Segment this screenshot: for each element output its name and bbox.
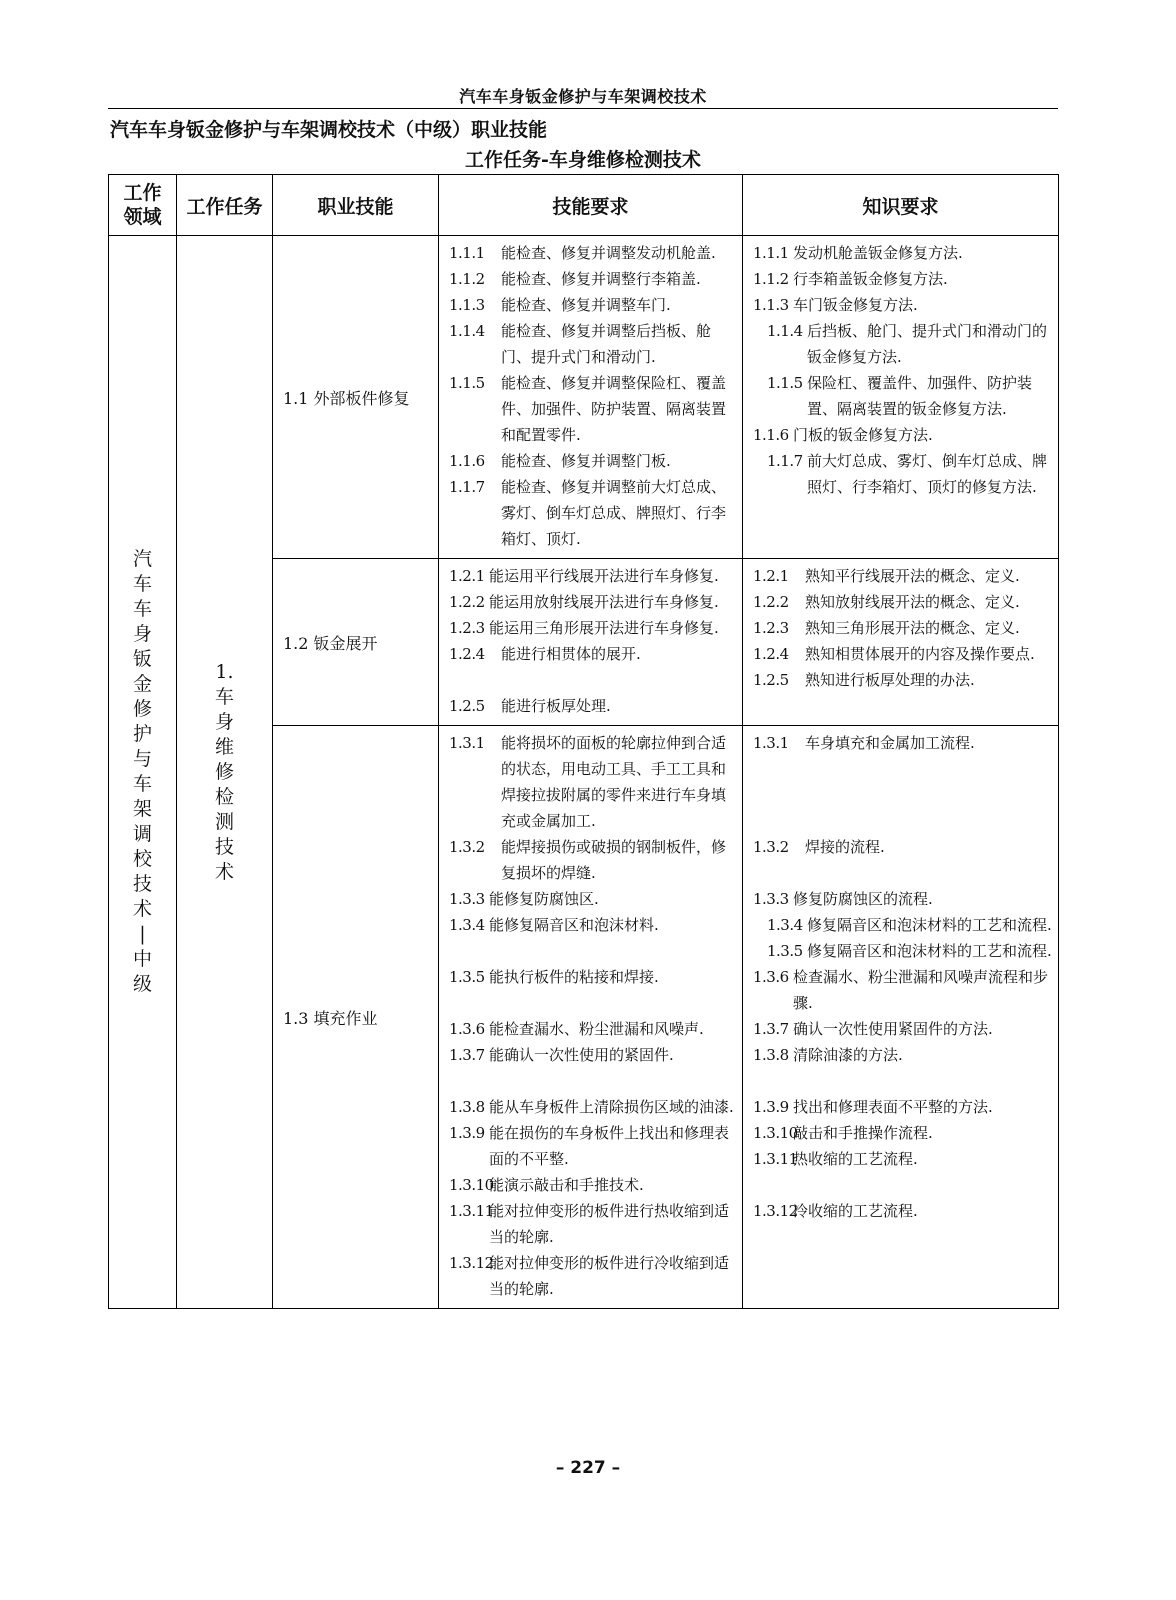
vertical-char: 维 bbox=[214, 735, 234, 758]
page-number: – 227 – bbox=[555, 1458, 621, 1478]
skill-name: 1.1 外部板件修复 bbox=[273, 236, 439, 559]
list-item: 1.3.10 能演示敲击和手推技术. bbox=[449, 1176, 644, 1194]
list-item: 1.3.8 能从车身板件上清除损伤区域的油漆. bbox=[449, 1098, 734, 1116]
list-item: 1.2.2 熟知放射线展开法的概念、定义. bbox=[753, 593, 1020, 611]
list-item: 1.3.6 检查漏水、粉尘泄漏和风噪声流程和步骤. bbox=[753, 968, 1049, 1012]
header-knowledge-requirements: 知识要求 bbox=[743, 175, 1059, 236]
list-item: 1.3.4 修复隔音区和泡沫材料的工艺和流程. bbox=[767, 916, 1052, 934]
vertical-char: 身 bbox=[214, 710, 234, 733]
list-item: 1.3.2 能焊接损伤或破损的钢制板件，修复损坏的焊缝. bbox=[449, 838, 727, 882]
work-task-cell bbox=[177, 236, 273, 1309]
list-item: 1.1.6 能检查、修复并调整门板. bbox=[449, 452, 671, 470]
vertical-char: 技 bbox=[214, 835, 234, 858]
list-item: 1.3.9 找出和修理表面不平整的方法. bbox=[753, 1098, 993, 1116]
list-item: 1.2.3 能运用三角形展开法进行车身修复. bbox=[449, 619, 719, 637]
list-item: 1.3.7 能确认一次性使用的紧固件. bbox=[449, 1046, 674, 1064]
vertical-char: 金 bbox=[132, 673, 152, 695]
work-task-text bbox=[178, 660, 271, 885]
list-item: 1.3.3 修复防腐蚀区的流程. bbox=[753, 890, 933, 908]
list-item: 1.3.4 能修复隔音区和泡沫材料. bbox=[449, 916, 659, 934]
skill-name: 1.2 钣金展开 bbox=[273, 559, 439, 726]
vertical-char: 术 bbox=[214, 860, 234, 883]
table-row bbox=[109, 236, 1059, 559]
list-item: 1.2.5 熟知进行板厚处理的办法. bbox=[753, 671, 975, 689]
list-item: 1.3.6 能检查漏水、粉尘泄漏和风噪声. bbox=[449, 1020, 704, 1038]
list-item: 1.3.2 焊接的流程. bbox=[753, 838, 885, 856]
list-item: 1.3.1 能将损坏的面板的轮廓拉伸到合适的状态，用电动工具、手工工具和焊接拉拔附属的零件来进行车身填充或金属加工. bbox=[449, 734, 727, 830]
section-title: 工作任务-车身维修检测技术 bbox=[465, 149, 701, 171]
list-item: 1.3.9 能在损伤的车身板件上找出和修理表面的不平整. bbox=[449, 1124, 730, 1168]
header-work-task: 工作任务 bbox=[177, 175, 273, 236]
list-item: 1.1.3 车门钣金修复方法. bbox=[753, 296, 918, 314]
skill-name: 1.3 填充作业 bbox=[273, 726, 439, 1309]
list-item: 1.2.3 熟知三角形展开法的概念、定义. bbox=[753, 619, 1020, 637]
vertical-char: 车 bbox=[132, 573, 152, 595]
list-item: 1.3.12 能对拉伸变形的板件进行冷收缩到适当的轮廓. bbox=[449, 1254, 730, 1298]
list-item: 1.3.5 修复隔音区和泡沫材料的工艺和流程. bbox=[767, 942, 1052, 960]
list-item: 1.2.2 能运用放射线展开法进行车身修复. bbox=[449, 593, 719, 611]
list-item: 1.1.5 能检查、修复并调整保险杠、覆盖件、加强件、防护装置、隔离装置和配置零件. bbox=[449, 374, 727, 444]
skills-table bbox=[108, 174, 1059, 1309]
vertical-char: 技 bbox=[132, 873, 152, 895]
vertical-char: 车 bbox=[132, 773, 152, 795]
vertical-char: 校 bbox=[132, 848, 152, 870]
vertical-char: 修 bbox=[132, 698, 152, 720]
vertical-char: 中 bbox=[132, 948, 152, 970]
list-item: 1.1.2 能检查、修复并调整行李箱盖. bbox=[449, 270, 701, 288]
skill-requirements-list bbox=[439, 559, 743, 726]
header-skill: 职业技能 bbox=[273, 175, 439, 236]
list-item: 1.3.5 能执行板件的粘接和焊接. bbox=[449, 968, 659, 986]
header-work-domain: 工作 领域 bbox=[109, 175, 177, 236]
vertical-char: 钣 bbox=[132, 648, 152, 670]
list-item: 1.2.4 能进行相贯体的展开. bbox=[449, 645, 641, 663]
vertical-char: 1. bbox=[215, 660, 234, 683]
list-item: 1.3.11 热收缩的工艺流程. bbox=[753, 1150, 918, 1168]
list-item: 1.3.8 清除油漆的方法. bbox=[753, 1046, 903, 1064]
list-item: 1.1.6 门板的钣金修复方法. bbox=[753, 426, 933, 444]
vertical-char: 术 bbox=[132, 898, 152, 920]
list-item: 1.1.3 能检查、修复并调整车门. bbox=[449, 296, 671, 314]
header-rule bbox=[108, 108, 1058, 109]
list-item: 1.3.3 能修复防腐蚀区. bbox=[449, 890, 599, 908]
running-header: 汽车车身钣金修护与车架调校技术 bbox=[459, 87, 707, 106]
list-item: 1.1.7 前大灯总成、雾灯、倒车灯总成、牌照灯、行李箱灯、顶灯的修复方法. bbox=[767, 452, 1048, 496]
vertical-char: 身 bbox=[132, 623, 152, 645]
list-item: 1.2.1 能运用平行线展开法进行车身修复. bbox=[449, 567, 719, 585]
vertical-char: 检 bbox=[214, 785, 234, 808]
vertical-char: 测 bbox=[214, 810, 234, 833]
list-item: 1.2.1 熟知平行线展开法的概念、定义. bbox=[753, 567, 1020, 585]
list-item: 1.1.2 行李箱盖钣金修复方法. bbox=[753, 270, 948, 288]
vertical-char: 汽 bbox=[132, 548, 152, 570]
skill-requirements-list bbox=[439, 726, 743, 1309]
knowledge-requirements-list bbox=[743, 726, 1059, 1309]
list-item: 1.1.4 能检查、修复并调整后挡板、舱门、提升式门和滑动门. bbox=[449, 322, 712, 366]
list-item: 1.2.4 熟知相贯体展开的内容及操作要点. bbox=[753, 645, 1035, 663]
table-header-row bbox=[109, 175, 1059, 236]
list-item: 1.1.5 保险杠、覆盖件、加强件、防护装置、隔离装置的钣金修复方法. bbox=[767, 374, 1033, 418]
list-item: 1.3.12 冷收缩的工艺流程. bbox=[753, 1202, 918, 1220]
list-item: 1.1.4 后挡板、舱门、提升式门和滑动门的钣金修复方法. bbox=[767, 322, 1048, 366]
vertical-char: 修 bbox=[214, 760, 234, 783]
list-item: 1.1.1 能检查、修复并调整发动机舱盖. bbox=[449, 244, 716, 262]
header-skill-requirements: 技能要求 bbox=[439, 175, 743, 236]
vertical-char: | bbox=[139, 923, 146, 945]
document-title: 汽车车身钣金修护与车架调校技术（中级）职业技能 bbox=[110, 119, 548, 141]
list-item: 1.1.1 发动机舱盖钣金修复方法. bbox=[753, 244, 963, 262]
vertical-char: 与 bbox=[132, 748, 152, 770]
list-item: 1.3.10 敲击和手推操作流程. bbox=[753, 1124, 933, 1142]
vertical-char: 调 bbox=[132, 823, 152, 845]
vertical-char: 级 bbox=[132, 973, 152, 995]
list-item: 1.2.5 能进行板厚处理. bbox=[449, 697, 611, 715]
work-domain-cell bbox=[109, 236, 177, 1309]
list-item: 1.3.1 车身填充和金属加工流程. bbox=[753, 734, 975, 752]
vertical-char: 护 bbox=[132, 723, 152, 745]
knowledge-requirements-list bbox=[743, 236, 1059, 559]
list-item: 1.3.7 确认一次性使用紧固件的方法. bbox=[753, 1020, 993, 1038]
list-item: 1.1.7 能检查、修复并调整前大灯总成、雾灯、倒车灯总成、牌照灯、行李箱灯、顶灯. bbox=[449, 478, 727, 548]
vertical-char: 车 bbox=[132, 598, 152, 620]
list-item: 1.3.11 能对拉伸变形的板件进行热收缩到适当的轮廓. bbox=[449, 1202, 730, 1246]
work-domain-text bbox=[110, 547, 175, 997]
skill-requirements-list bbox=[439, 236, 743, 559]
vertical-char: 架 bbox=[132, 798, 152, 820]
vertical-char: 车 bbox=[214, 685, 234, 708]
knowledge-requirements-list bbox=[743, 559, 1059, 726]
